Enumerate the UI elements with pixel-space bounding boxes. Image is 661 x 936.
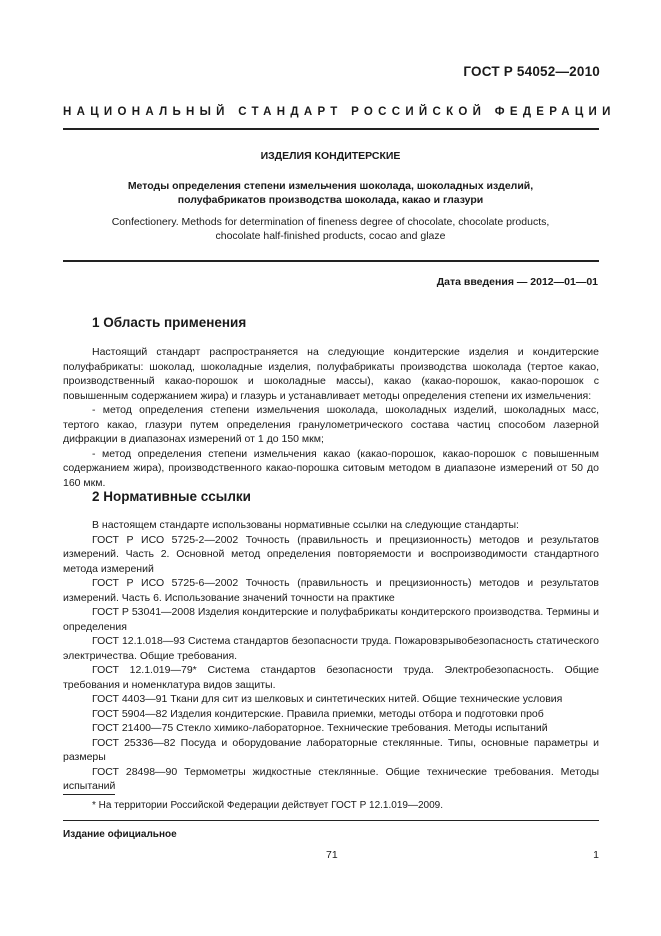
divider: [63, 128, 599, 130]
divider: [63, 820, 599, 821]
document-title: ИЗДЕЛИЯ КОНДИТЕРСКИЕ: [260, 150, 401, 162]
reference-item: ГОСТ 12.1.019—79* Система стандартов безопасности труда. Электробезопасность. Общие требования и номенклатура видов защиты.: [63, 664, 599, 691]
edition-label: Издание официальное: [63, 829, 177, 840]
english-title: Confectionery. Methods for determination of fineness degree of chocolate, chocolate products, chocolate half-finished products, cocao and glaze: [111, 216, 550, 242]
reference-item: ГОСТ 4403—91 Ткани для сит из шелковых и синтетических нитей. Общие технические условия: [92, 693, 563, 705]
reference-item: ГОСТ 5904—82 Изделия кондитерские. Правила приемки, методы отбора и подготовки проб: [92, 707, 544, 720]
section-heading-scope: 1 Область применения: [92, 315, 247, 330]
page-number: 71: [326, 849, 338, 861]
reference-item: ГОСТ 28498—90 Термометры жидкостные стеклянные. Общие технические требования. Методы испытаний: [63, 765, 599, 792]
footnote: * На территории Российской Федерации действует ГОСТ Р 12.1.019—2009.: [92, 800, 443, 811]
document-subtitle: Методы определения степени измельчения шоколада, шоколадных изделий, полуфабрикатов производства шоколада, какао и глазури: [127, 180, 534, 206]
reference-item: ГОСТ Р 53041—2008 Изделия кондитерские и полуфабрикаты кондитерского производства. Термины и определения: [63, 606, 599, 633]
reference-item: ГОСТ 21400—75 Стекло химико-лабораторное. Технические требования. Методы испытаний: [92, 722, 548, 734]
document-code: ГОСТ Р 54052—2010: [463, 64, 600, 79]
paragraph: - метод определения степени измельчения какао (какао-порошок, какао-порошок с повышенным содержанием жира), производственного какао-порошка ситовым методом в диапазоне измерений от 50 до 160 мкм.: [63, 447, 599, 489]
reference-item: ГОСТ Р ИСО 5725-6—2002 Точность (правильность и прецизионность) методов и результатов измерений. Часть 6. Использование значений точности на практике: [63, 577, 599, 604]
paragraph: - метод определения степени измельчения шоколада, шоколадных изделий, шоколадных масс, тертого какао, глазури путем определения гранулометрического состава частиц способом лазерной дифракции в диапазонах измерений от 1 до 150 мкм;: [63, 404, 599, 445]
footnote-divider: [63, 794, 115, 795]
paragraph: В настоящем стандарте использованы нормативные ссылки на следующие стандарты:: [92, 519, 519, 531]
national-standard-banner: НАЦИОНАЛЬНЫЙ СТАНДАРТ РОССИЙСКОЙ ФЕДЕРАЦИИ: [63, 106, 616, 118]
divider: [63, 260, 599, 262]
reference-item: ГОСТ 25336—82 Посуда и оборудование лабораторные стеклянные. Типы, основные параметры и размеры: [63, 736, 599, 763]
section-body-references: [63, 518, 599, 794]
sheet-number: 1: [593, 849, 599, 861]
reference-item: ГОСТ 12.1.018—93 Система стандартов безопасности труда. Пожаровзрывобезопасность статического электричества. Общие требования.: [63, 635, 599, 662]
section-body-scope: [63, 345, 599, 490]
introduction-date: Дата введения — 2012—01—01: [436, 276, 598, 288]
section-heading-references: 2 Нормативные ссылки: [92, 489, 251, 504]
paragraph: Настоящий стандарт распространяется на следующие кондитерские изделия и кондитерские полуфабрикаты: шоколад, шоколадные изделия, полуфабрикаты производства шоколада (тертое какао, производственный какао-порошок и шоколадные массы), какао (какао-порошок, какао-порошок с повышенным содержанием жира) и глазурь и устанавливает методы определения степени их измельчения:: [63, 346, 599, 402]
reference-item: ГОСТ Р ИСО 5725-2—2002 Точность (правильность и прецизионность) методов и результатов измерений. Часть 2. Основной метод определения повторяемости и воспроизводимости стандартного метода измерений: [63, 533, 599, 575]
